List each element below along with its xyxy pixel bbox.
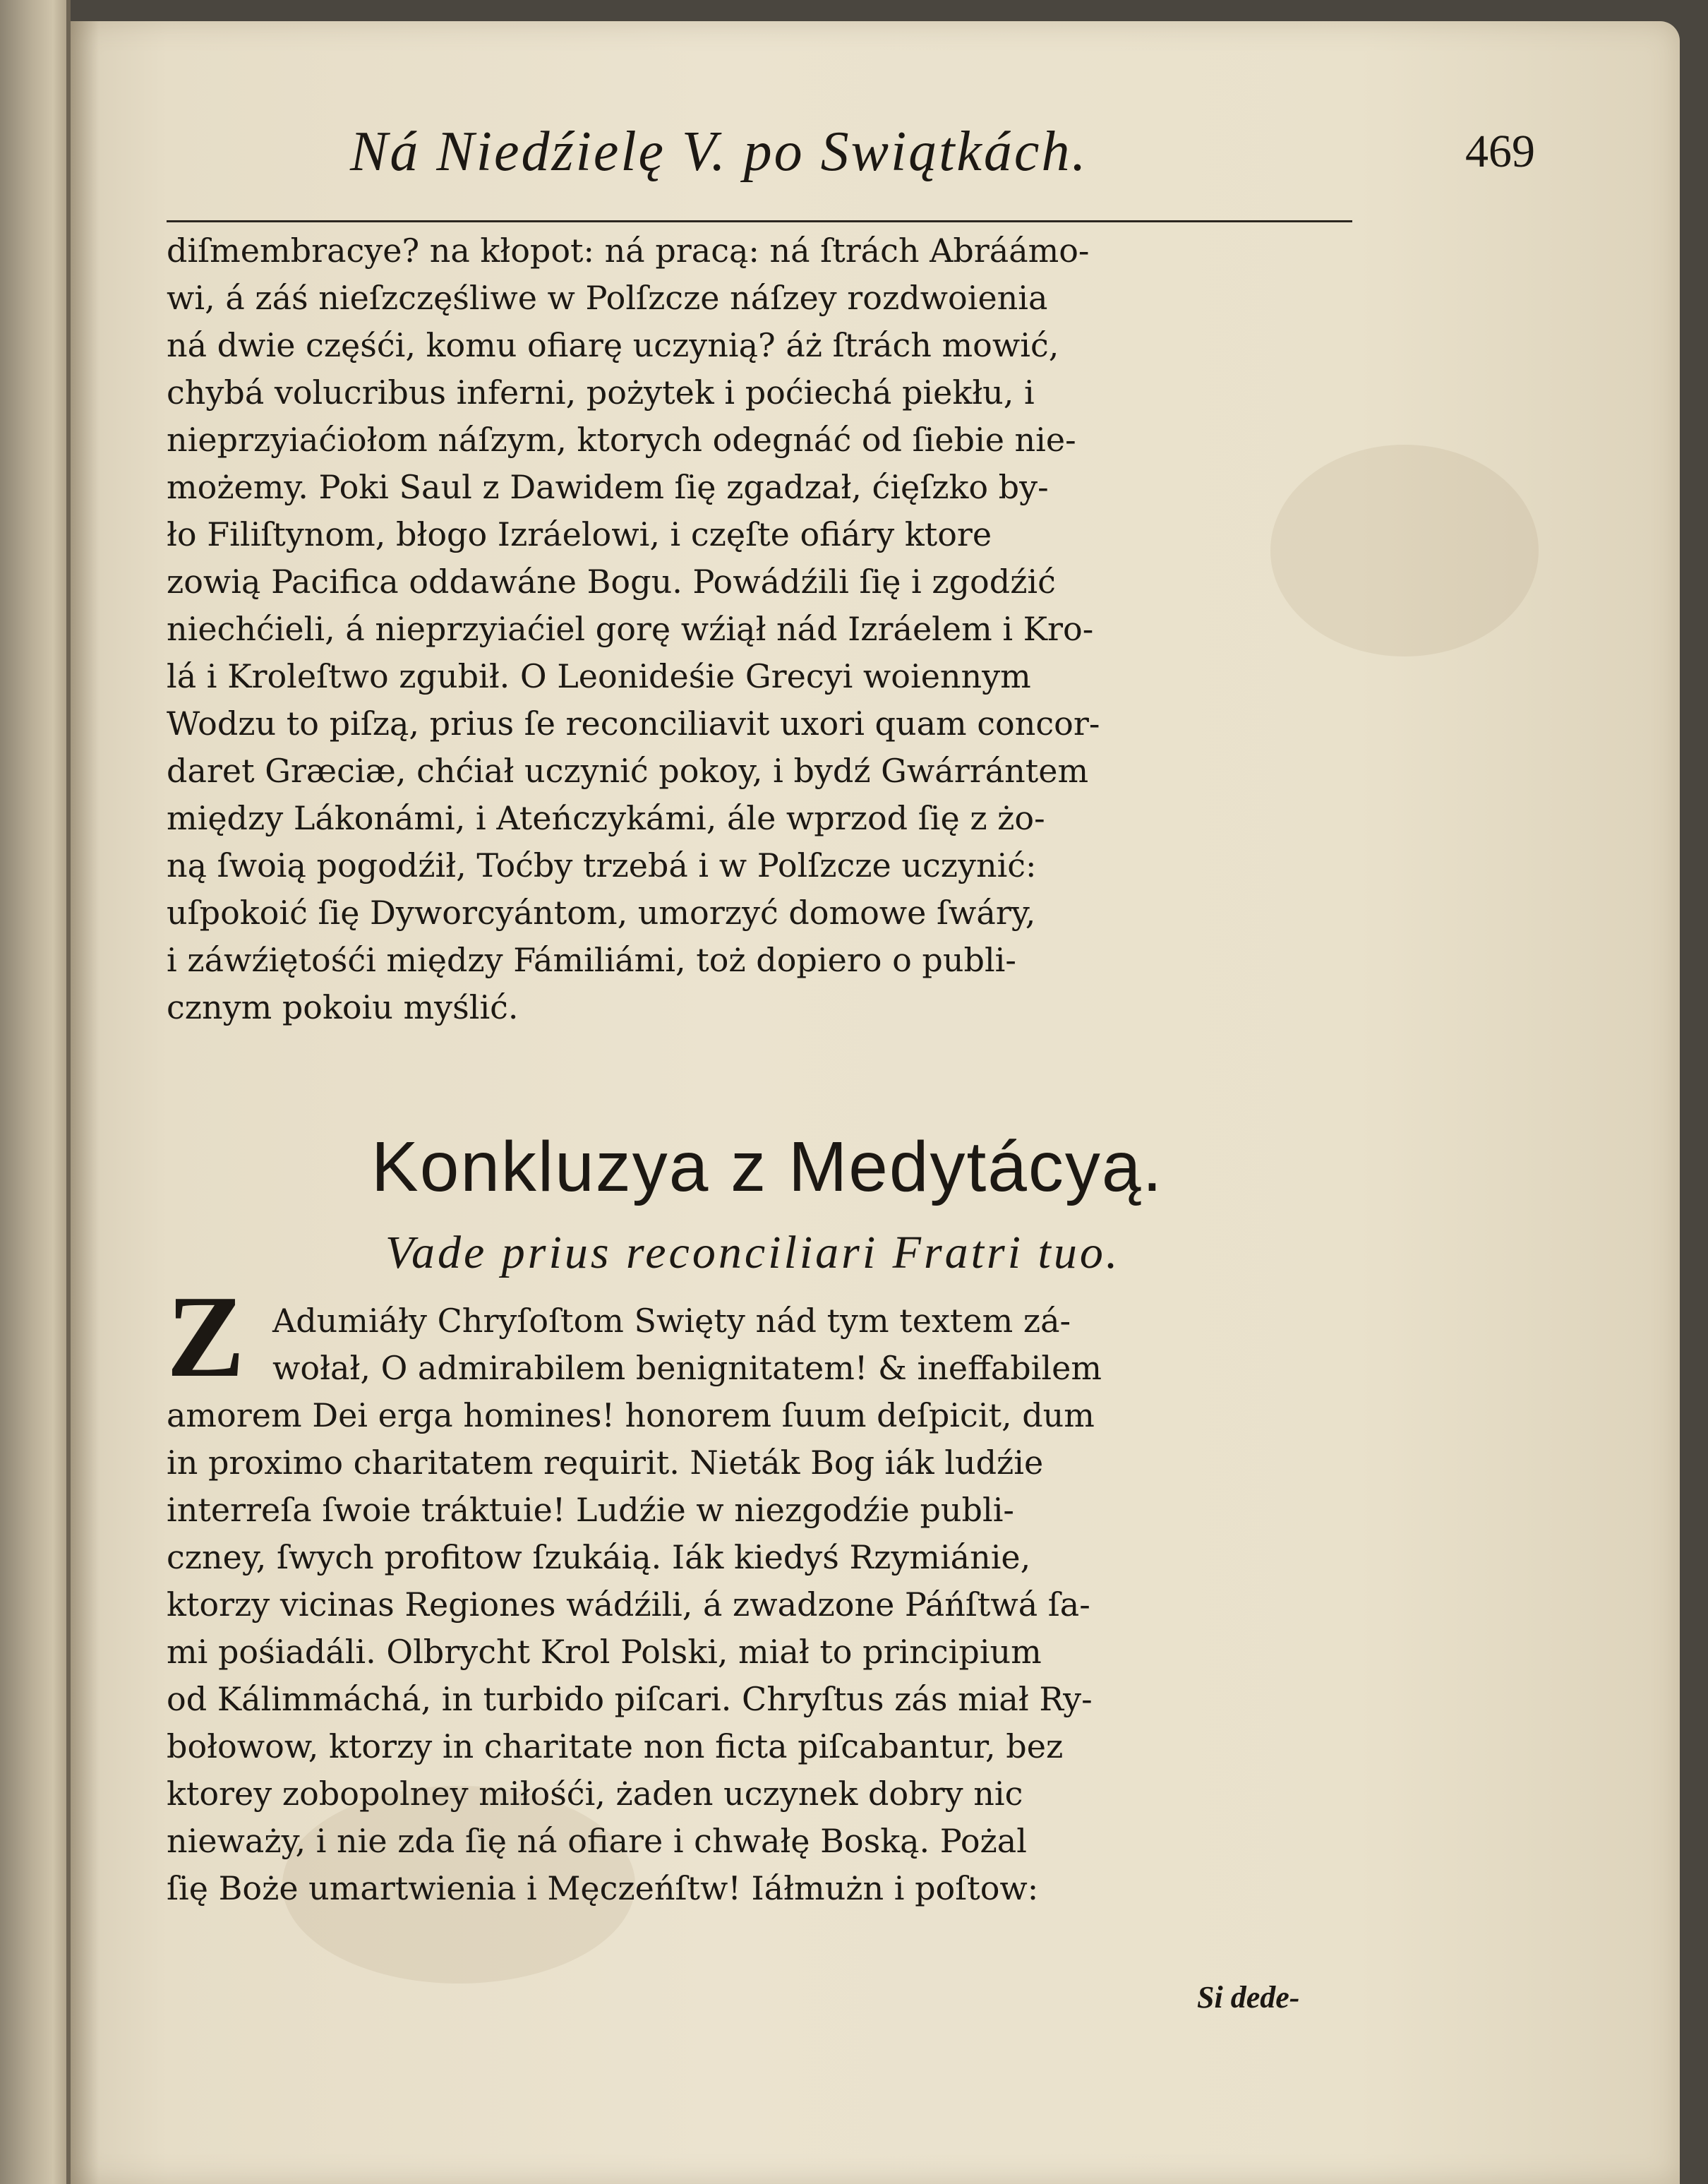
text-line: amorem Dei erga homines! honorem ſuum deſpicit, dum bbox=[167, 1396, 1095, 1434]
running-title: Ná Niedźielę V. po Swiątkách. bbox=[350, 121, 1088, 183]
paragraph-bottom bbox=[167, 1297, 1409, 1912]
text-line: cznym pokoiu myślić. bbox=[167, 988, 519, 1026]
text-line: interreſa ſwoie tráktuie! Ludźie w niezgodźie publi- bbox=[167, 1491, 1014, 1529]
paragraph-top bbox=[167, 227, 1409, 1031]
catchword: Si dede- bbox=[1197, 1980, 1300, 2015]
text-line: ſię Boże umartwienia i Męczeńſtw! Iáłmużn i poſtow: bbox=[167, 1869, 1039, 1907]
text-line: zowią Pacifica oddawáne Bogu. Powádźili ſię i zgodźić bbox=[167, 563, 1056, 601]
running-head bbox=[167, 113, 1535, 191]
facing-page-edge bbox=[0, 0, 71, 2184]
section-title: Konkluzya z Medytácyą. bbox=[371, 1127, 1164, 1206]
text-line: daret Græciæ, chćiał uczynić pokoy, i bydź Gwárrántem bbox=[167, 752, 1089, 790]
text-line: nieprzyiaćiołom náſzym, ktorych odegnáć od ſiebie nie- bbox=[167, 421, 1076, 459]
text-line: możemy. Poki Saul z Dawidem ſię zgadzał, ćięſzko by- bbox=[167, 468, 1049, 506]
text-line: ktorey zobopolney miłośći, żaden uczynek dobry nic bbox=[167, 1775, 1023, 1813]
text-line: niechćieli, á nieprzyiaćiel gorę wźiął nád Izráelem i Kro- bbox=[167, 610, 1094, 648]
text-line: diſmembracye? na kłopot: ná pracą: ná ſtrách Abráámo- bbox=[167, 232, 1090, 270]
text-line: mi pośiadáli. Olbrycht Krol Polski, miał to principium bbox=[167, 1633, 1042, 1671]
section-subtitle: Vade prius reconciliari Fratri tuo. bbox=[385, 1227, 1121, 1278]
text-line: czney, ſwych profitow ſzukáią. Iák kiedyś Rzymiánie, bbox=[167, 1538, 1031, 1576]
text-line: od Kálimmáchá, in turbido piſcari. Chryſtus zás miał Ry- bbox=[167, 1680, 1093, 1718]
text-line: chybá volucribus inferni, pożytek i poćiechá piekłu, i bbox=[167, 373, 1035, 412]
text-line: nieważy, i nie zda ſię ná ofiare i chwałę Boską. Pożal bbox=[167, 1822, 1027, 1860]
text-line: uſpokoić ſię Dyworcyántom, umorzyć domowe ſwáry, bbox=[167, 894, 1036, 932]
text-line: bołowow, ktorzy in charitate non ficta piſcabantur, bez bbox=[167, 1727, 1064, 1765]
text-line: wi, á záś nieſzczęśliwe w Polſzcze náſzey rozdwoienia bbox=[167, 279, 1048, 317]
text-line: wołał, O admirabilem benignitatem! & ineffabilem bbox=[272, 1349, 1102, 1387]
text-line: ną ſwoią pogodźił, Toćby trzebá i w Polſzcze uczynić: bbox=[167, 846, 1037, 884]
header-rule bbox=[167, 220, 1352, 222]
text-line: ło Filiſtynom, błogo Izráelowi, i częſte ofiáry ktore bbox=[167, 515, 992, 553]
text-line: ktorzy vicinas Regiones wádźili, á zwadzone Páńſtwá ſa- bbox=[167, 1585, 1090, 1624]
page-number: 469 bbox=[1465, 126, 1535, 177]
text-line: ná dwie częśći, komu ofiarę uczynią? áż ſtrách mowić, bbox=[167, 326, 1059, 364]
drop-cap: Z bbox=[167, 1271, 245, 1401]
text-line: lá i Kroleſtwo zgubił. O Leonideśie Grecyi woiennym bbox=[167, 657, 1031, 695]
book-page bbox=[71, 21, 1680, 2184]
text-line: in proximo charitatem requirit. Nieták Bog iák ludźie bbox=[167, 1444, 1044, 1482]
text-line: między Lákonámi, i Ateńczykámi, ále wprzod ſię z żo- bbox=[167, 799, 1045, 837]
text-line: Adumiáły Chryſoſtom Swięty nád tym textem zá- bbox=[272, 1302, 1071, 1340]
text-line: Wodzu to piſzą, prius ſe reconciliavit uxori quam concor- bbox=[167, 704, 1100, 743]
text-line: i záwźiętośći między Fámiliámi, toż dopiero o publi- bbox=[167, 941, 1016, 979]
